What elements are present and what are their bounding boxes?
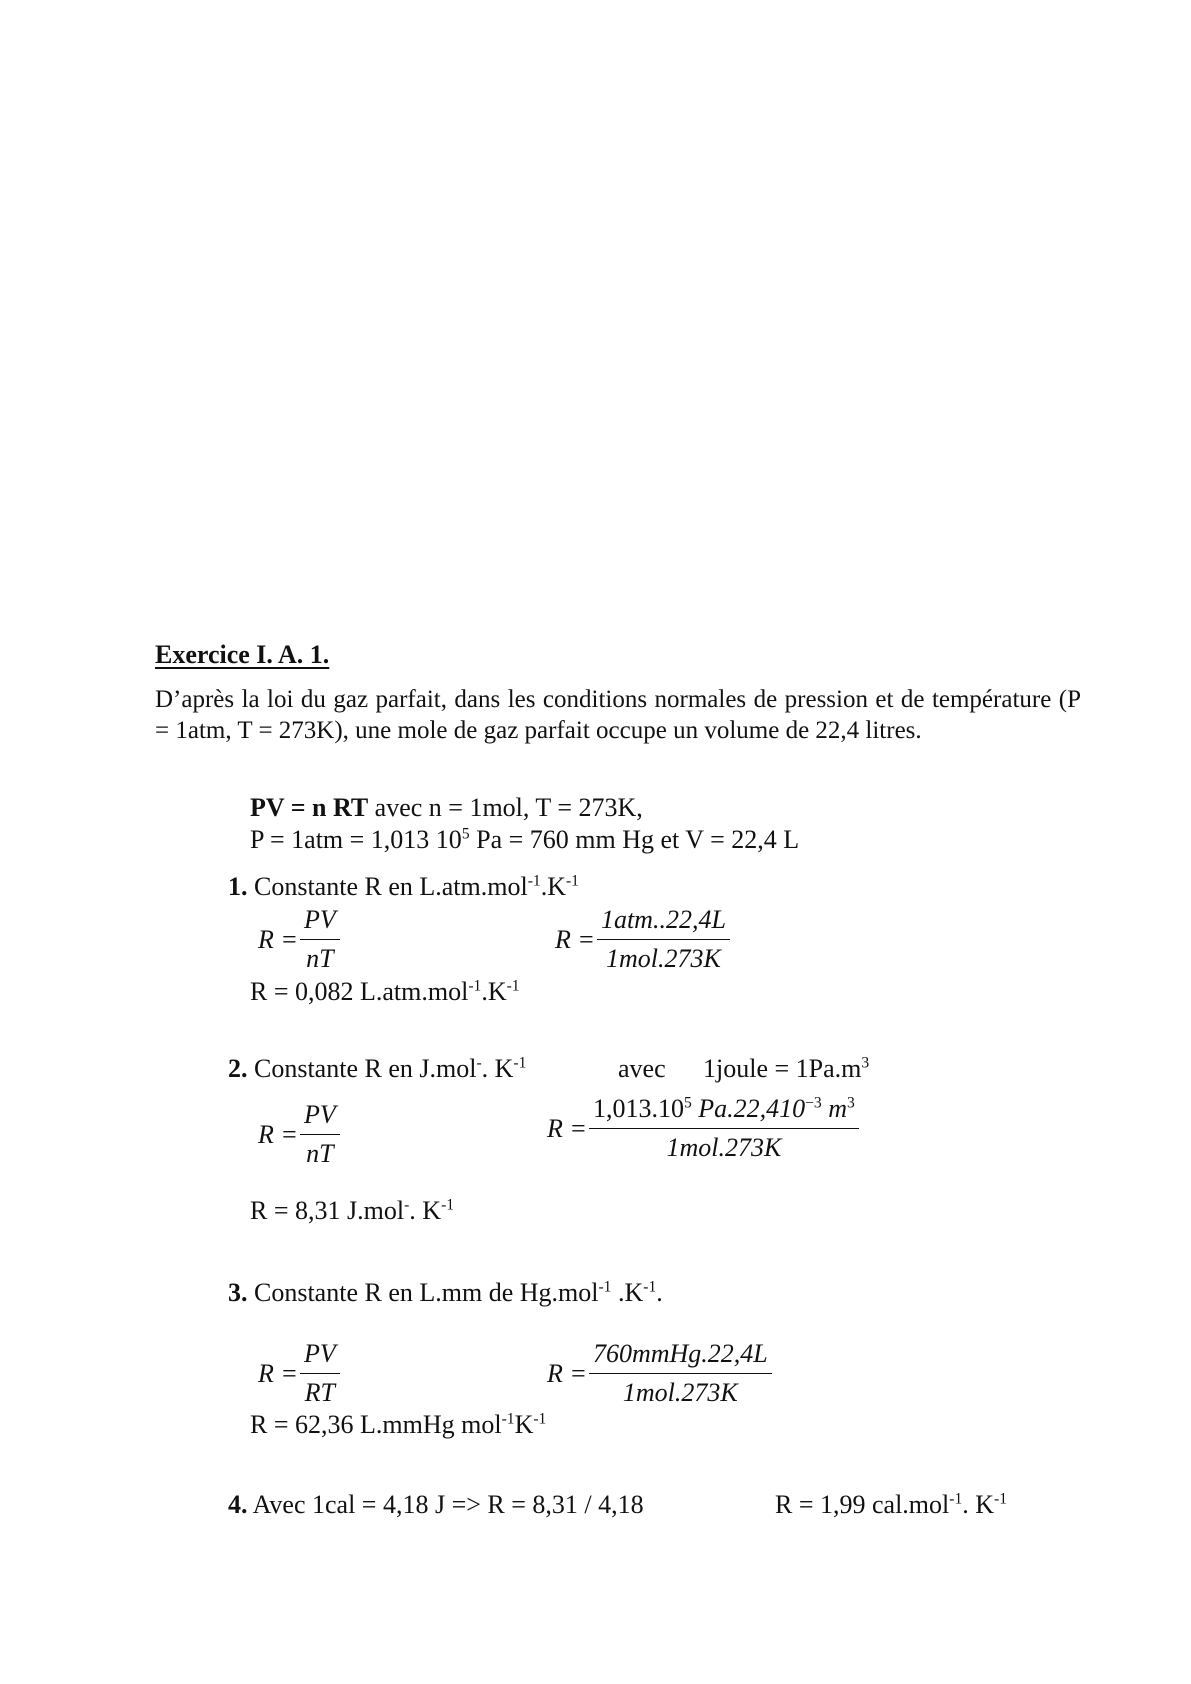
q2-num-a: 1,013.10 bbox=[592, 1094, 684, 1123]
q1-mid: .K bbox=[540, 872, 566, 901]
q1-result-exp2: -1 bbox=[506, 977, 520, 995]
q3-lhs-2: R = bbox=[547, 1358, 587, 1388]
given-line-1 bbox=[250, 793, 643, 823]
q2-result-text: R = 8,31 J.mol bbox=[250, 1196, 405, 1225]
intro-paragraph: D’après la loi du gaz parfait, dans les conditions normales de pression et de température (P = 1atm, T = 273K), une mole de gaz parfait occupe un volume de 22,4 litres. bbox=[155, 686, 1081, 744]
q2-fraction-2-den: 1mol.273K bbox=[666, 1133, 782, 1162]
q2-num-b-exp: −3 bbox=[805, 1094, 822, 1112]
q2-avec: avec bbox=[618, 1054, 666, 1083]
ideal-gas-law: PV = n RT bbox=[250, 793, 369, 822]
q3-formula-general bbox=[258, 1339, 340, 1408]
q1-text: Constante R en L.atm.mol bbox=[247, 872, 528, 901]
q4-line bbox=[228, 1490, 644, 1520]
q2-joule bbox=[703, 1054, 869, 1084]
q2-fraction-1 bbox=[300, 1100, 340, 1169]
given-line-2-text: P = 1atm = 1,013 10 bbox=[250, 825, 462, 854]
q1-result-text: R = 0,082 L.atm.mol bbox=[250, 977, 469, 1006]
q3-fraction-1-den: RT bbox=[304, 1378, 335, 1407]
q2-num-a-exp: 5 bbox=[683, 1094, 692, 1112]
q3-result bbox=[250, 1410, 546, 1440]
q1-fraction-1 bbox=[300, 905, 340, 974]
q1-exp2: -1 bbox=[565, 872, 579, 890]
q3-number: 3. bbox=[228, 1278, 248, 1307]
q3-end: . bbox=[656, 1278, 663, 1307]
q1-heading bbox=[228, 872, 579, 902]
exercise-title: Exercice I. A. 1. bbox=[155, 640, 330, 669]
q1-fraction-2 bbox=[597, 905, 730, 974]
q1-lhs-2: R = bbox=[555, 924, 595, 954]
q1-result bbox=[250, 977, 520, 1007]
q2-num-c-exp: 3 bbox=[847, 1094, 855, 1112]
q2-joule-exp: 3 bbox=[861, 1054, 870, 1072]
q3-fraction-2-num: 760mmHg.22,4L bbox=[589, 1339, 772, 1374]
q1-lhs-1: R = bbox=[258, 924, 298, 954]
q4-result-mid: . K bbox=[962, 1490, 995, 1519]
q1-result-mid: .K bbox=[481, 977, 507, 1006]
q2-fraction-2 bbox=[589, 1094, 859, 1163]
q1-fraction-2-num: 1atm..22,4L bbox=[597, 905, 730, 940]
given-line-2-exp: 5 bbox=[461, 825, 470, 843]
q3-formula-numeric bbox=[547, 1339, 772, 1408]
q1-fraction-1-den: nT bbox=[306, 944, 334, 973]
q2-mid: . K bbox=[481, 1054, 514, 1083]
q3-heading bbox=[228, 1278, 663, 1308]
q3-fraction-2-den: 1mol.273K bbox=[622, 1378, 738, 1407]
q2-formula-general bbox=[258, 1100, 340, 1169]
q2-result-exp2: -1 bbox=[441, 1196, 455, 1214]
q2-fraction-2-num bbox=[589, 1094, 859, 1129]
q3-exp2: -1 bbox=[643, 1278, 657, 1296]
q2-num-b: Pa.22,410 bbox=[691, 1094, 806, 1123]
q3-result-exp1: -1 bbox=[501, 1410, 515, 1428]
q3-result-text: R = 62,36 L.mmHg mol bbox=[250, 1410, 502, 1439]
q1-number: 1. bbox=[228, 872, 248, 901]
q3-fraction-1-num: PV bbox=[300, 1339, 340, 1374]
q3-result-exp2: -1 bbox=[533, 1410, 547, 1428]
q1-formula-numeric bbox=[555, 905, 730, 974]
given-line-2-rest: Pa = 760 mm Hg et V = 22,4 L bbox=[469, 825, 800, 854]
q2-fraction-1-num: PV bbox=[300, 1100, 340, 1135]
q4-result-text: R = 1,99 cal.mol bbox=[775, 1490, 950, 1519]
q3-lhs-1: R = bbox=[258, 1358, 298, 1388]
given-line-1-rest: avec n = 1mol, T = 273K, bbox=[368, 793, 643, 822]
q3-text: Constante R en L.mm de Hg.mol bbox=[247, 1278, 599, 1307]
q4-text: Avec 1cal = 4,18 J => R = 8,31 / 4,18 bbox=[247, 1490, 644, 1519]
q2-exp1: - bbox=[476, 1054, 482, 1072]
q1-formula-general bbox=[258, 905, 340, 974]
q4-result bbox=[775, 1490, 1007, 1520]
q2-fraction-1-den: nT bbox=[306, 1139, 334, 1168]
q4-number: 4. bbox=[228, 1490, 248, 1519]
q1-exp1: -1 bbox=[527, 872, 541, 890]
given-line-2 bbox=[250, 825, 799, 855]
q2-exp2: -1 bbox=[513, 1054, 527, 1072]
q2-number: 2. bbox=[228, 1054, 248, 1083]
q3-result-mid: K bbox=[514, 1410, 534, 1439]
q2-lhs-2: R = bbox=[547, 1113, 587, 1143]
q2-lhs-1: R = bbox=[258, 1119, 298, 1149]
q2-result bbox=[250, 1196, 454, 1226]
q1-fraction-2-den: 1mol.273K bbox=[606, 944, 721, 973]
q3-fraction-2 bbox=[589, 1339, 772, 1408]
q2-formula-numeric bbox=[547, 1094, 859, 1163]
q1-fraction-1-num: PV bbox=[300, 905, 340, 940]
q2-joule-text: 1joule = 1Pa.m bbox=[703, 1054, 862, 1083]
q2-result-mid: . K bbox=[409, 1196, 442, 1225]
q2-text: Constante R en J.mol bbox=[247, 1054, 477, 1083]
q4-result-exp1: -1 bbox=[949, 1490, 963, 1508]
q3-fraction-1 bbox=[300, 1339, 340, 1408]
q2-result-exp1: - bbox=[404, 1196, 410, 1214]
q1-result-exp1: -1 bbox=[468, 977, 482, 995]
q4-result-exp2: -1 bbox=[994, 1490, 1008, 1508]
q3-mid: .K bbox=[611, 1278, 644, 1307]
q3-exp1: -1 bbox=[598, 1278, 612, 1296]
q2-num-c: m bbox=[821, 1094, 847, 1123]
q2-heading bbox=[228, 1054, 526, 1084]
